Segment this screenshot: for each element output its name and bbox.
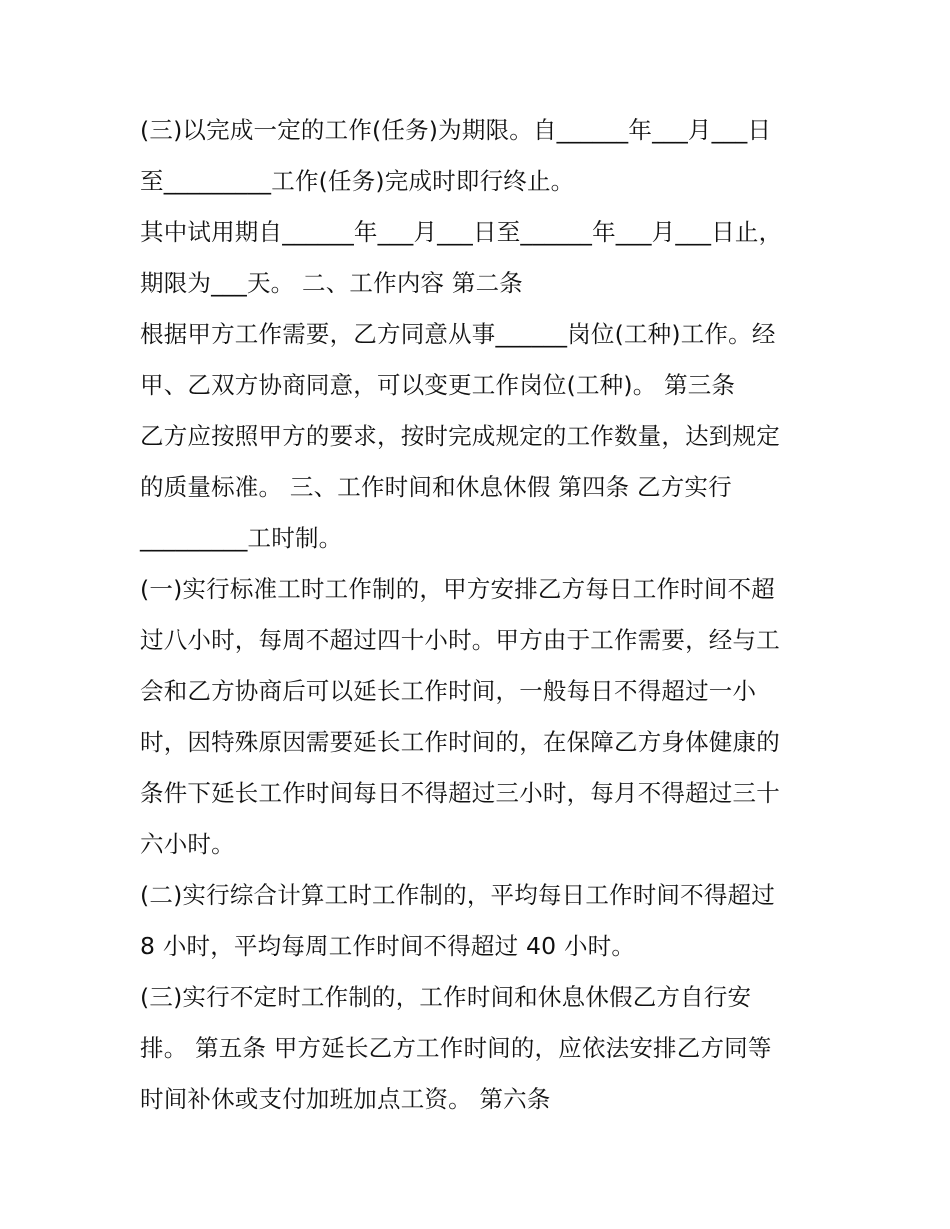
- text-line: 甲、乙双方协商同意，可以变更工作岗位(工种)。 第三条: [140, 371, 736, 399]
- text-line: 条件下延长工作时间每日不得超过三小时，每月不得超过三十: [140, 779, 780, 807]
- text-line: (三)实行不定时工作制的，工作时间和休息休假乙方自行安: [140, 983, 752, 1011]
- document-body: [140, 105, 820, 1125]
- text-line: (一)实行标准工时工作制的，甲方安排乙方每日工作时间不超: [140, 575, 775, 603]
- text-line: 乙方应按照甲方的要求，按时完成规定的工作数量，达到规定: [140, 422, 780, 450]
- text-line: 会和乙方协商后可以延长工作时间，一般每日不得超过一小: [140, 677, 757, 705]
- text-line: 的质量标准。 三、工作时间和休息休假 第四条 乙方实行: [140, 473, 732, 501]
- text-line: 至_________工作(任务)完成时即行终止。: [140, 167, 575, 195]
- text-line: 过八小时，每周不超过四十小时。甲方由于工作需要，经与工: [140, 626, 780, 654]
- text-line: 时间补休或支付加班加点工资。 第六条: [140, 1085, 551, 1113]
- text-line: 其中试用期自______年___月___日至______年___月___日止，: [140, 218, 783, 246]
- text-line: 期限为___天。 二、工作内容 第二条: [140, 269, 523, 297]
- text-line: (二)实行综合计算工时工作制的，平均每日工作时间不得超过: [140, 881, 775, 909]
- text-line: 排。 第五条 甲方延长乙方工作时间的，应依法安排乙方同等: [140, 1034, 772, 1062]
- text-line: 时，因特殊原因需要延长工作时间的，在保障乙方身体健康的: [140, 728, 780, 756]
- text-line: 六小时。: [140, 830, 235, 858]
- text-line: 根据甲方工作需要，乙方同意从事______岗位(工种)工作。经: [140, 320, 776, 348]
- text-line: (三)以完成一定的工作(任务)为期限。自______年___月___日: [140, 116, 772, 144]
- text-line: _________工时制。: [140, 524, 343, 552]
- text-line: 8 小时，平均每周工作时间不得超过 40 小时。: [140, 932, 636, 960]
